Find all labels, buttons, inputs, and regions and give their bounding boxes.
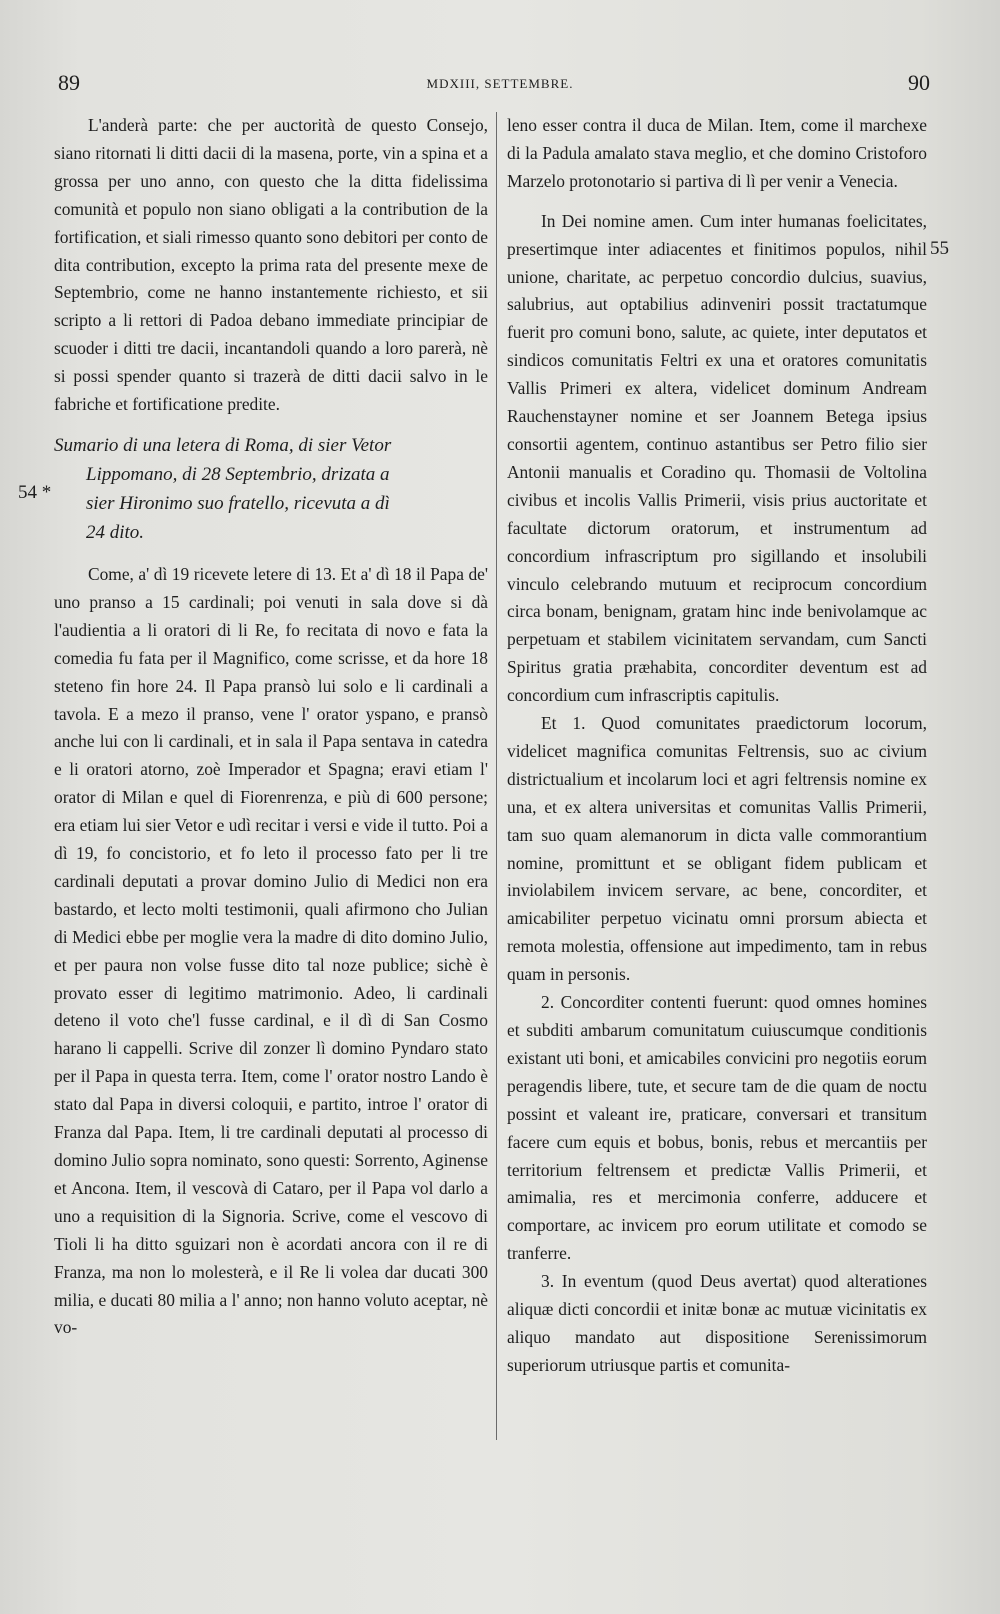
page-header <box>0 70 1000 100</box>
left-paragraph-2: Come, a' dì 19 ricevete letere di 13. Et a' dì 18 il Papa de' uno pranso a 15 cardinali; poi venuti in sala dove si dà l'audientia a li oratori di li Re, fo recitata di novo e fata la comedia fu fata per il Magnifico, come scrisse, et da hore 18 steteno fin hore 24. Il Papa pransò lui solo e li cardinali a tavola. E a mezo il pranso, vene l' orator yspano, e pransò anche lui con li cardinali, et in sala il Papa sentava in catedra e li oratori atorno, zoè Imperador et Spagna; eravi etiam l' orator di Milan e quel di Fiorenrenza, e più di 600 persone; era etiam lui sier Vetor e udì recitar i versi e vide il tutto. Poi a dì 19, fo concistorio, et fo leto il processo fato per li tre cardinali deputati a provar domino Julio di Medici non era bastardo, et lecto molti testimonii, quali afirmono cho Julian di Medici ebbe per moglie vera la madre di dito domino Julio, et per paura non volse fusse dito tal noze publice; sichè è provato esser di legitimo matrimonio. Adeo, li cardinali deteno il voto che'l fusse cardinal, e il dì di San Cosmo harano li cappelli. Scrive dil zonzer lì domino Pyndaro stato per il Papa in questa terra. Item, come l' orator nostro Lando è stato dal Papa in diversi coloquii, e partito, introe l' orator di Franza dal Papa. Item, li tre cardinali deputati al processo di domino Julio sopra nominato, sono questi: Sorrento, Aginense et Ancona. Item, il vescovà di Cataro, per il Papa vol darlo a uno a requisition di la Signoria. Scrive, come el vescovo di Tioli li ha ditto sguizari non è acordati ancora con il re di Franza, ma non lo molesterà, e il Re li volea dar ducati 300 milia, e ducati 80 milia a l' anno; non hanno voluto aceptar, nè vo- <box>54 563 488 1338</box>
margin-number-right: 55 <box>930 238 949 259</box>
page-number-right: 90 <box>908 70 930 95</box>
heading-line-2: Lippomano, di 28 Septembrio, drizata a <box>86 463 390 485</box>
left-column <box>54 112 488 1342</box>
right-paragraph-1: leno esser contra il duca de Milan. Item, come il marchexe di la Padula amalato stava meglio, et che domino Cristoforo Marzelo protonotario si partiva di lì per venir a Venecia. <box>507 115 927 191</box>
right-column <box>507 112 927 1380</box>
left-paragraph-1: L'anderà parte: che per auctorità de questo Consejo, siano ritornati li ditti dacii di la masena, porte, vin a spina et a grossa per uno anno, con questo che la ditta fidelissima comunità et populo non siano obligati a la contribution de la fortification, et siali rimesso quanto sono debitori per conto de dita contribution, excepto la prima rata del presente mexe de Septembrio, come ne hanno instantemente richiesto, et sii scripto a li rettori di Padoa debano immediate principiar de scuoder i ditti tre dacii, incantandoli quando a loro parerà, nè si possi spender quanto si trazerà de ditti dacii salvo in le fabriche et fortificatione predite. <box>54 115 488 415</box>
right-paragraph-2: In Dei nomine amen. Cum inter humanas foelicitates, presertimque inter adiacentes et finitimos populos, nihil unione, charitate, ac perpetuo concordio dulcius, suavius, salubrius, aut optabilius adinveniri possit tractatumque fuerit pro comuni bono, salute, ac quiete, inter deputatos et sindicos comunitatis Feltri ex una et oratores comunitatis Vallis Primeri ex altera, videlicet dominum Andream Rauchenstayner nomine et ser Joannem Betega ipsius consortii agentem, continuo astantibus ser Petro filio sier Antonii manualis et Coradino qu. Thomasii de Voltolina civibus et incolis Vallis Primerii, visis prius auctoritate et facultate dictorum oratorum, et instrumentum ad concordium infrascriptum pro sigillando et insolubili vinculo celebrando mutuum et reciprocum concordium circa bonam, benignam, gratam hinc inde benivolamque ac perpetuam et stabilem vicinitatem servandam, cum Sancti Spiritus gratia præhabita, concorditer deventum est ad concordium cum infrascriptis capitulis. <box>507 210 927 706</box>
column-divider <box>496 112 497 1440</box>
margin-number-left: 54 * <box>18 482 52 503</box>
page-number-left: 89 <box>58 70 80 95</box>
heading-line-3: sier Hironimo suo fratello, ricevuta a dì <box>86 492 390 514</box>
right-paragraph-3: Et 1. Quod comunitates praedictorum locorum, videlicet magnifica comunitas Feltrensis, suo ac civium districtualium et incolarum loci et agri feltrensis nomine ex una, et ex altera universitas et comunitas Vallis Primerii, tam suo quam alemanorum in dicta valle commorantium nomine, promittunt et se obligant fidem publicam et inviolabilem invicem servare, ac bene, concorditer, et amicabiliter perpetuo vicinatu omni prorsum abiecta et remota molestia, offensione aut impedimento, tam in rebus quam in personis. <box>507 713 927 985</box>
heading-line-4: 24 dito. <box>86 521 145 543</box>
running-title: MDXIII, SETTEMBRE. <box>426 76 574 91</box>
letter-heading <box>54 431 488 547</box>
right-paragraph-5: 3. In eventum (quod Deus avertat) quod alterationes aliquæ dicti concordii et initæ bonæ ac mutuæ vicinitatis ex aliquo mandato aut dispositione Serenissimorum superiorum utriusque partis et comunita- <box>507 1271 927 1375</box>
right-paragraph-4: 2. Concorditer contenti fuerunt: quod omnes homines et subditi ambarum comunitatum cuiuscumque conditionis existant uti boni, et amicabiles convicini pro negotiis eorum peragendis libere, tute, et secure tam de die quam de noctu possint et valeant ire, praticare, conversari et transitum facere cum equis et bobus, bonis, rebus et mercantiis per territorium feltrensem et predictæ Vallis Primerii, et amimalia, res et mercimonia conferre, adducere et comportare, ac invicem pro eorum utilitate et comodo se tranferre. <box>507 992 927 1264</box>
heading-line-1: Sumario di una letera di Roma, di sier Vetor <box>54 434 392 456</box>
